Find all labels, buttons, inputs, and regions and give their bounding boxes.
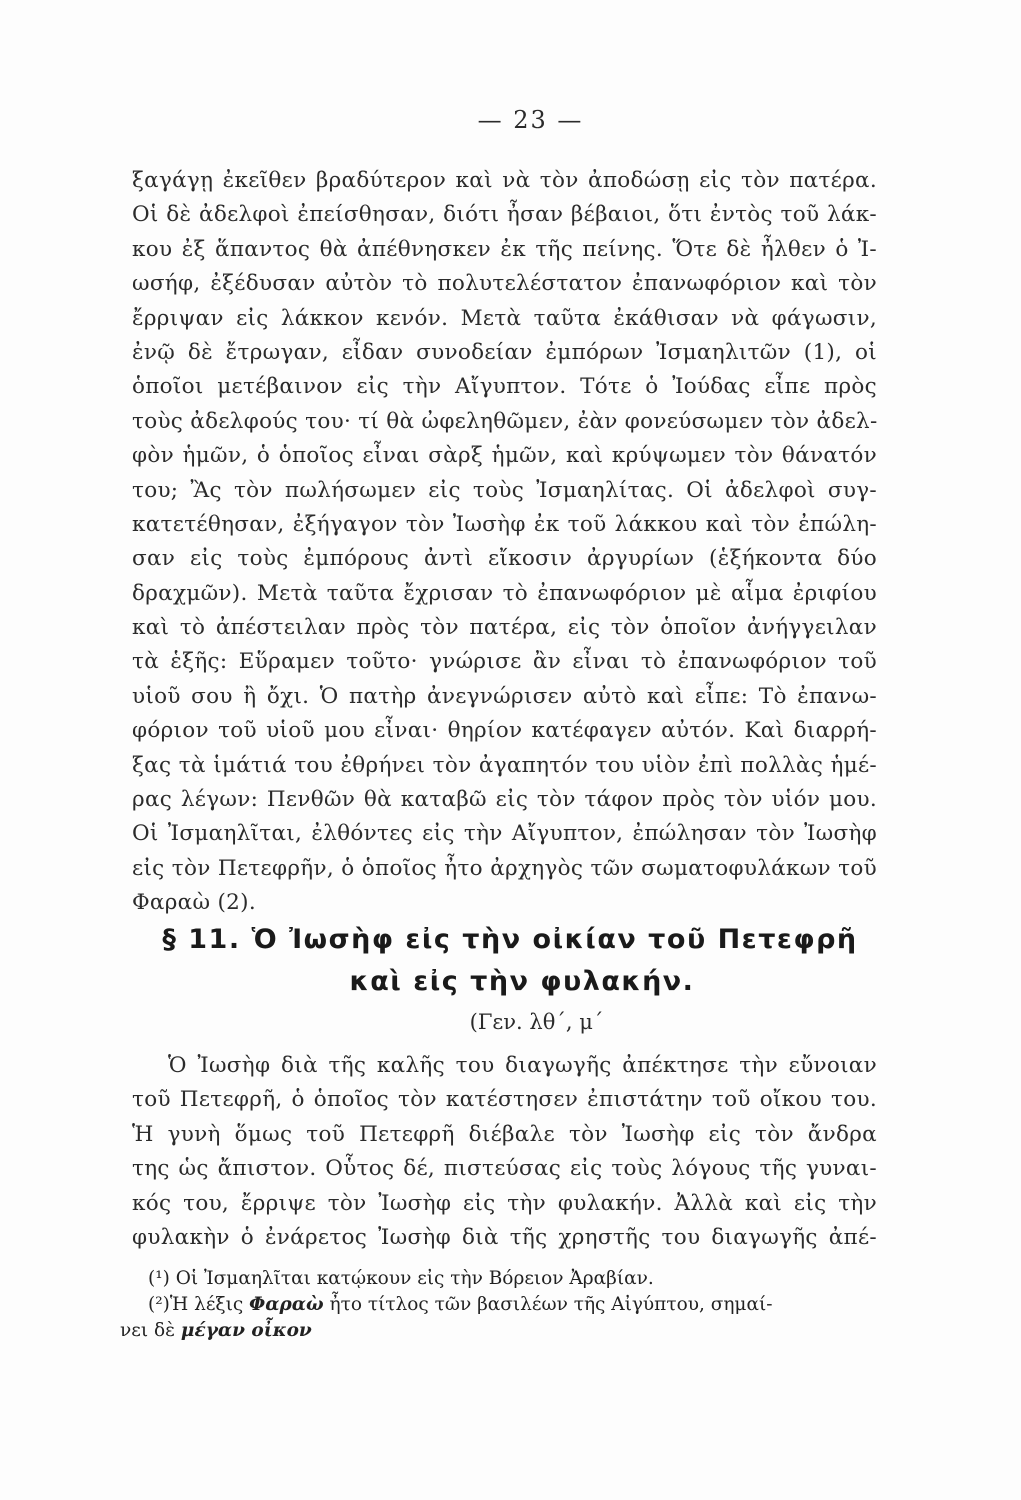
text-line: Ὁ Ἰωσὴφ διὰ τῆς καλῆς του διαγωγῆς ἀπέκτησε τὴν εὔνοιαν: [168, 1053, 877, 1078]
footnote-2: [120, 1292, 890, 1318]
footnote-1: (¹) Οἱ Ἰσμαηλῖται κατῴκουν εἰς τὴν Βόρειον Ἀραβίαν.: [148, 1268, 654, 1289]
text-line: φὸν ἡμῶν, ὁ ὁποῖος εἶναι σὰρξ ἡμῶν, καὶ κρύψωμεν τὸν θάνατόν: [132, 443, 877, 469]
text-line: της ὡς ἄπιστον. Οὗτος δέ, πιστεύσας εἰς τοὺς λόγους τῆς γυναι-: [132, 1156, 877, 1182]
footnote-2-cont-start: νει δὲ: [120, 1320, 176, 1341]
text-line: τοὺς ἀδελφούς του· τί θὰ ὠφεληθῶμεν, ἐὰν φονεύσωμεν τὸν ἀδελ-: [132, 408, 878, 434]
text-line: κου ἐξ ἅπαντος θὰ ἀπέθνησκεν ἐκ τῆς πείνης. Ὅτε δὲ ἦλθεν ὁ Ἰ-: [132, 236, 877, 262]
text-line: ξας τὰ ἱμάτιά του ἐθρήνει τὸν ἀγαπητόν του υἱὸν ἐπὶ πολλὰς ἡμέ-: [132, 752, 877, 778]
section-heading: § 11. Ὁ Ἰωσὴφ εἰς τὴν οἰκίαν τοῦ Πετεφρῆ: [162, 924, 858, 955]
text-line: ωσήφ, ἐξέδυσαν αὐτὸν τὸ πολυτελέστατον ἐπανωφόριον καὶ τὸν: [132, 271, 877, 297]
text-line: τοῦ Πετεφρῆ, ὁ ὁποῖος τὸν κατέστησεν ἐπιστάτην τοῦ οἴκου του.: [132, 1087, 877, 1113]
text-line: υἱοῦ σου ἢ ὄχι. Ὁ πατὴρ ἀνεγνώρισεν αὐτὸ καὶ εἶπε: Τὸ ἐπανω-: [132, 683, 877, 709]
text-line: φόριον τοῦ υἱοῦ μου εἶναι· θηρίον κατέφαγεν αὐτόν. Καὶ διαρρή-: [132, 718, 877, 744]
text-line: ἐνῷ δὲ ἔτρωγαν, εἶδαν συνοδείαν ἐμπόρων Ἰσμαηλιτῶν (1), οἱ: [132, 339, 877, 365]
section-heading-continued: καὶ εἰς τὴν φυλακήν.: [349, 966, 695, 997]
text-line: φυλακὴν ὁ ἐνάρετος Ἰωσὴφ διὰ τῆς χρηστῆς του διαγωγῆς ἀπέ-: [132, 1224, 877, 1250]
footnote-2-continuation: [120, 1318, 890, 1344]
footnotes: [120, 1266, 890, 1344]
paragraph-joseph-sold: [132, 164, 877, 921]
footnote-2-middle: ἦτο τίτλος τῶν βασιλέων τῆς Αἰγύπτου, σημαί-: [329, 1294, 773, 1315]
text-line: Οἱ δὲ ἀδελφοὶ ἐπείσθησαν, διότι ἦσαν βέβαιοι, ὅτι ἐντὸς τοῦ λάκ-: [132, 202, 877, 228]
text-line: εἰς τὸν Πετεφρῆν, ὁ ὁποῖος ἦτο ἀρχηγὸς τῶν σωματοφυλάκων τοῦ: [132, 855, 877, 881]
footnote-2-cont-term: μέγαν οἶκον: [180, 1320, 312, 1341]
paragraph-potiphar: [132, 1049, 877, 1255]
footnote-2-start: (²)Ἡ λέξις: [148, 1294, 244, 1315]
text-line: σαν εἰς τοὺς ἐμπόρους ἀντὶ εἴκοσιν ἀργυρίων (ἑξήκοντα δύο: [132, 546, 877, 572]
footnote-2-term: Φαραὼ: [249, 1294, 324, 1315]
text-line: ὁποῖοι μετέβαινον εἰς τὴν Αἴγυπτον. Τότε ὁ Ἰούδας εἶπε πρὸς: [132, 374, 877, 400]
text-line: δραχμῶν). Μετὰ ταῦτα ἔχρισαν τὸ ἐπανωφόριον μὲ αἷμα ἐριφίου: [132, 580, 877, 606]
text-line: καὶ τὸ ἀπέστειλαν πρὸς τὸν πατέρα, εἰς τὸν ὁποῖον ἀνήγγειλαν: [132, 615, 877, 641]
scripture-reference: (Γεν. λθ΄, μ΄: [469, 1010, 604, 1034]
text-line: Οἱ Ἰσμαηλῖται, ἐλθόντες εἰς τὴν Αἴγυπτον, ἐπώλησαν τὸν Ἰωσὴφ: [132, 821, 877, 847]
text-line: Φαραὼ (2).: [132, 890, 256, 916]
text-line: ἔρριψαν εἰς λάκκον κενόν. Μετὰ ταῦτα ἐκάθισαν νὰ φάγωσιν,: [132, 305, 877, 331]
text-line: τὰ ἑξῆς: Εὕραμεν τοῦτο· γνώρισε ἂν εἶναι τὸ ἐπανωφόριον τοῦ: [132, 649, 877, 675]
text-line: κός του, ἔρριψε τὸν Ἰωσὴφ εἰς τὴν φυλακήν. Ἀλλὰ καὶ εἰς τὴν: [132, 1190, 877, 1216]
text-line: Ἡ γυνὴ ὅμως τοῦ Πετεφρῆ διέβαλε τὸν Ἰωσὴφ εἰς τὸν ἄνδρα: [132, 1121, 877, 1147]
text-line: ξαγάγῃ ἐκεῖθεν βραδύτερον καὶ νὰ τὸν ἀποδώσῃ εἰς τὸν πατέρα.: [132, 168, 877, 193]
text-line: κατετέθησαν, ἐξήγαγον τὸν Ἰωσὴφ ἐκ τοῦ λάκκου καὶ τὸν ἐπώλη-: [132, 511, 877, 537]
text-line: του; Ἂς τὸν πωλήσωμεν εἰς τοὺς Ἰσμαηλίτας. Οἱ ἀδελφοὶ συγ-: [132, 477, 877, 503]
text-line: ρας λέγων: Πενθῶν θὰ καταβῶ εἰς τὸν τάφον πρὸς τὸν υἱόν μου.: [132, 787, 877, 813]
page-number: — 23 —: [477, 106, 584, 134]
